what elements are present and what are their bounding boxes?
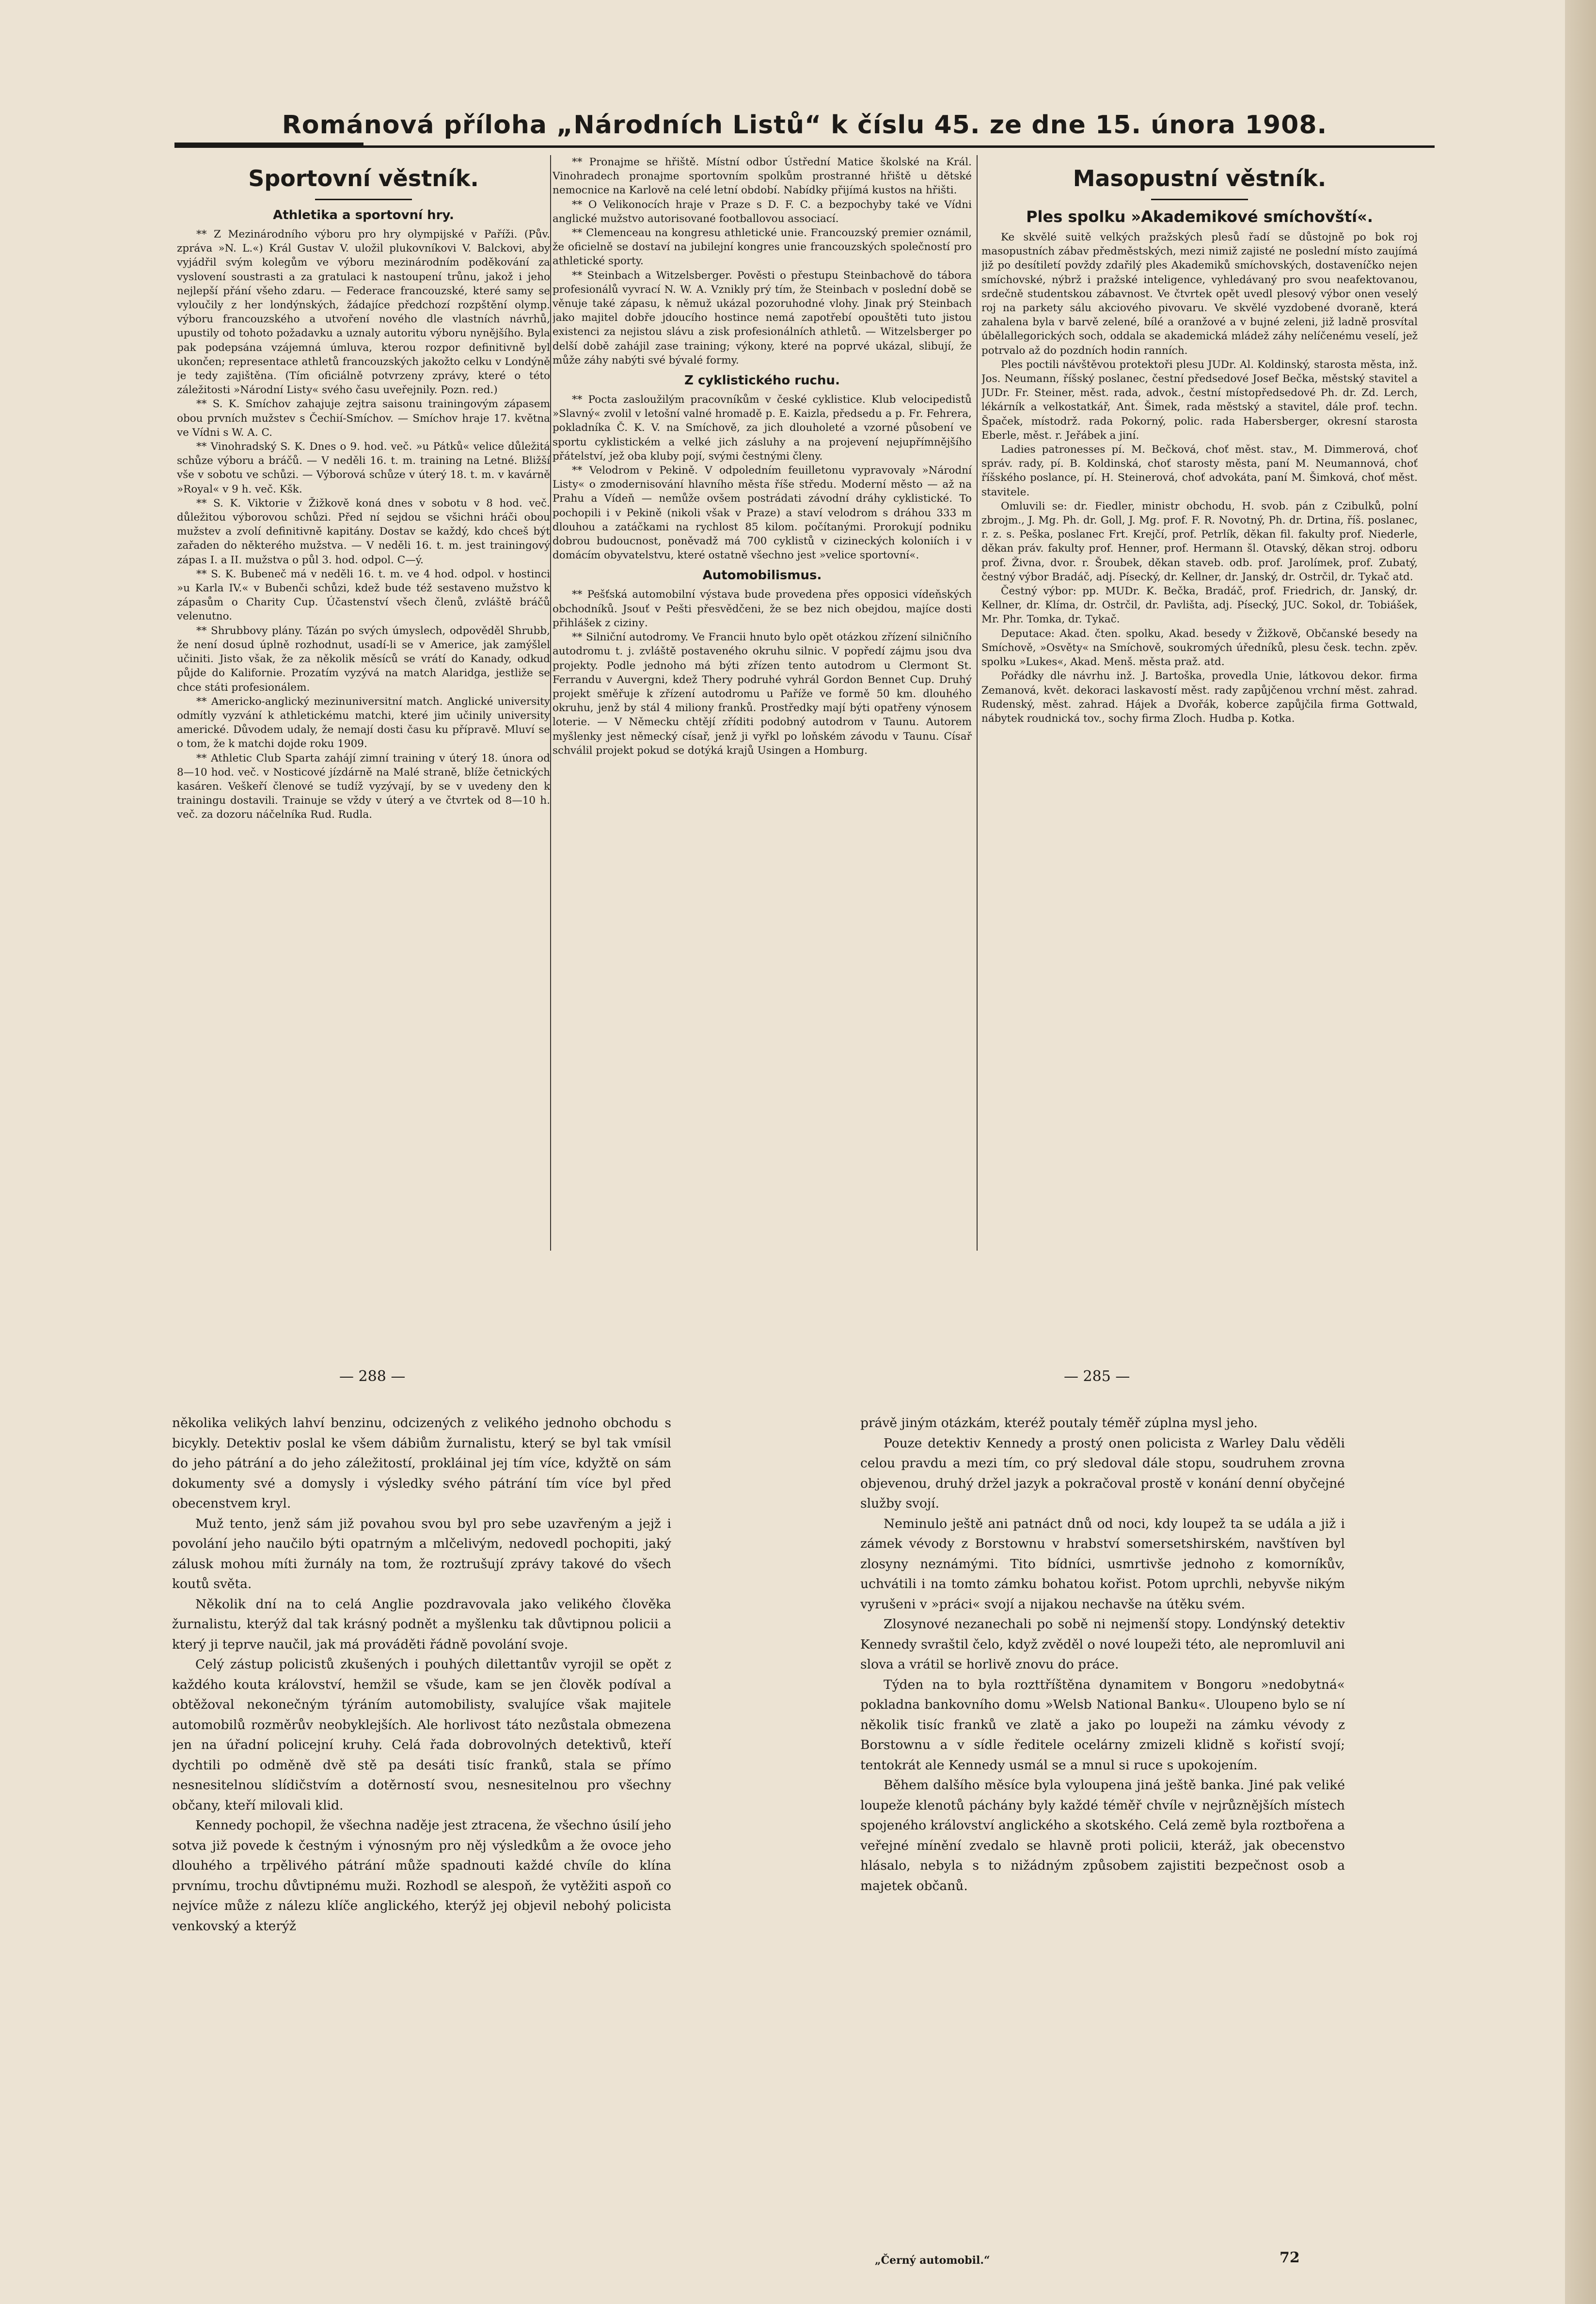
article-paragraph: ** Clemenceau na kongresu athletické unie. Francouzský premier oznámil, že oficielně se dostaví na jubilejní kongres unie francouzských společností pro athletické sporty.	[553, 227, 972, 268]
article-paragraph: ** O Velikonocích hraje v Praze s D. F. C. a bezpochyby také ve Vídni anglické mužstvo autorisované footballovou associací.	[553, 198, 972, 225]
section-title-sport: Sportovní věstník.	[248, 165, 479, 191]
sheet-number: 72	[1280, 2249, 1300, 2266]
section-rule	[315, 199, 412, 200]
novel-page-right	[860, 1413, 1345, 2189]
subsection-title-cycling: Z cyklistického ruchu.	[684, 373, 840, 388]
novel-paragraph: Zlosynové nezanechali po sobě ni nejmenší stopy. Londýnský detektiv Kennedy svraštil čelo, když zvěděl o nové loupeži této, ale nepromluvil ani slova a vrátil se horlivě znovu do práce.	[860, 1617, 1345, 1672]
article-paragraph: Ke skvělé suitě velkých pražských plesů řadí se důstojně po bok roj masopustních zábav předměstských, mezi nimiž zajisté ne poslední místo zaujímá již po desítiletí povždy zdařilý ples Akademiků smíchovských, dostaveníčko nejen smíchovské, nýbrž i pražské inteligence, vyhledávaný pro svou neafektovanou, srdečně studentskou zábavnost. Ve čtvrtek opět uvedl plesový výbor onen veselý roj na parkety sálu akciového pivovaru. Ve skvělé vyzdobené dvoraně, která zahalena byla v barvě zelené, bílé a oranžové a v bujné zeleni, již ladně prosvítal úbělallegorických soch, oddala se akademická mládež záhy nelíčenému veselí, jež potrvalo až do pozdních hodin ranních.	[981, 231, 1418, 357]
novel-paragraph: Několik dní na to celá Anglie pozdravovala jako velikého člověka žurnalistu, kterýž dal tak krásný podnět a myšlenku tak důvtipnou policii a který ji teprve naučil, jak má prováděti řádně povolání svoje.	[172, 1596, 671, 1652]
novel-page-left	[172, 1413, 671, 2256]
article-paragraph: ** Steinbach a Witzelsberger. Pověsti o přestupu Steinbachově do tábora profesionálů vyvrací N. W. A. Vznikly prý tím, že Steinbach v poslední době se věnuje také zápasu, k němuž ukázal pozoruhodné vlohy. Jinak prý Steinbach jako majitel dobře jdoucího hostince nemá zapotřebí opouštěti tuto jistou existenci za nejistou slávu a zisk profesionálních athletů. — Witzelsberger po delší době zahájil zase training; výkony, které na poprvé ukázal, slibují, že může záhy nabýti své bývalé formy.	[553, 269, 972, 366]
article-paragraph: Omluvili se: dr. Fiedler, ministr obchodu, H. svob. pán z Czibulků, polní zbrojm., J. Mg. Ph. dr. Goll, J. Mg. prof. F. R. Novotný, Ph. dr. Drtina, říš. poslanec, r. z. s. Peška, poslanec Frt. Krejčí, prof. Petrlík, děkan fil. fakulty prof. Niederle, děkan práv. fakulty prof. Henner, prof. Hermann šl. Otavský, děkan stroj. odboru prof. Živna, dvor. r. Šroubek, děkan staveb. odb. prof. Jarolímek, prof. Zubatý, čestný výbor Bradáč, adj. Písecký, dr. Kellner, dr. Janský, dr. Ostrčil, dr. Tykač atd.	[981, 500, 1418, 583]
article-paragraph: Deputace: Akad. čten. spolku, Akad. besedy v Žižkově, Občanské besedy na Smíchově, »Osvěty« na Smíchově, soukromých úředníků, plesu česk. techn. zpěv. spolku »Lukes«, Akad. Menš. města praž. atd.	[981, 627, 1418, 668]
masthead: Románová příloha „Národních Listů“ k číslu 45. ze dne 15. února 1908.	[282, 111, 1327, 140]
column-divider-2	[977, 155, 978, 1251]
column-sport	[177, 155, 550, 1367]
column-divider-1	[550, 155, 551, 1251]
article-paragraph: ** Shrubbovy plány. Tázán po svých úmyslech, odpověděl Shrubb, že není dosud úplně rozhodnut, usadí-li se v Americe, jak zamýšlel učiniti. Jisto však, že za několik měsíců se vrátí do Kanady, odkud půjde do Kalifornie. Prozatím vyzývá na match Alaridga, jestliže se chce státi profesionálem.	[177, 624, 550, 694]
article-paragraph: ** Pešťská automobilní výstava bude provedena přes opposici vídeňských obchodníků. Jsouť v Pešti přesvědčeni, že se bez nich obejdou, majíce dosti přihlášek z cizinу.	[553, 588, 972, 629]
article-paragraph: ** Vinohradský S. K. Dnes o 9. hod. več. »u Pátků« velice důležitá schůze výboru a bráčů. — V neděli 16. t. m. training na Letné. Bližší vše v sobotu ve schůzi. — Výborová schůze v úterý 18. t. m. v kavárně »Royal« v 9 h. več. Kšk.	[177, 441, 550, 495]
page-number-right: — 285 —	[1064, 1368, 1130, 1385]
masthead-rule	[174, 145, 1435, 148]
article-paragraph: ** Silniční autodromy. Ve Francii hnuto bylo opět otázkou zřízení silničního autodromu t. j. zvláště postaveného okruhu silnic. V popředí zájmu jsou dva projekty. Podle jednoho má býti zřízen tento autodrom u Clermont St. Ferrandu v Auvergni, kdež Thery podruhé vyhrál Gordon Bennet Cup. Druhý projekt směřuje k zřízení autodromu u Paříže ve formě 50 km. dlouhého okruhu, jenž by stál 4 miliony franků. Prostředky mají býti opatřeny výnosem loterie. — V Německu chtějí zříditi podobný autodrom v Taunu. Autorem myšlenky jest německý císař, jenž ji vyřkl po loňském závodu v Taunu. Císař schválil projekt pokud se dotýká krajů Usingen a Homburg.	[553, 631, 972, 757]
novel-paragraph: Během dalšího měsíce byla vyloupena jiná ještě banka. Jiné pak veliké loupeže klenotů páchány byly každé téměř chvíle v nejrůznějších místech spojeného království anglického a skotského. Celá země byla roztbořena a veřejné mínění zvedalo se hlavně proti policii, kteráž, jak obecenstvo hlásalo, nebyla s to nižádným způsobem zajistiti bezpečnost osob a majetek občanů.	[860, 1778, 1345, 1893]
article-paragraph: ** Americko-anglický mezinuniversitní match. Anglické university odmítly vyzvání k athletickému matchi, které jim učinily university americké. Důvodem udaly, že nemají dosti času ku přípravě. Mluví se o tom, že k matchi dojde roku 1909.	[177, 695, 550, 750]
novel-paragraph: několika velikých lahví benzinu, odcizených z velikého jednoho obchodu s bicykly. Detektiv poslal ke všem dábiům žurnalistu, který se byl tak vmísil do jeho pátrání a do jeho záležitostí, prokláinal jej tím více, kdyžtě on sám dokumenty své a domysly i výsledky svého pátrání tím více byl před obecenstvem kryl.	[172, 1415, 671, 1511]
subsection-title-automobilism: Automobilismus.	[702, 568, 822, 583]
novel-paragraph: Kennedy pochopil, že všechna naděje jest ztracena, že všechno úsilí jeho sotva již povede k čestným i výnosným pro něj výsledkům a že ovoce jeho dlouhého a trpělivého pátrání může spadnouti každé chvíle do klína prvnímu, trochu důvtipnému muži. Rozhodl se alespoň, že vytěžiti aspoň co nejvíce může z nálezu klíče anglického, kterýž jej objevil nebohý policista venkovský a kterýž	[172, 1818, 671, 1934]
subsection-title-ball: Ples spolku »Akademikové smíchovští«.	[1026, 207, 1373, 226]
novel-paragraph: Pouze detektiv Kennedy a prostý onen policista z Warley Dalu věděli celou pravdu a mezi tím, co prý sledoval dále stopu, soudruhem zrovna objevenou, druhý držel jazyk a pokračoval prostě v konání denní obyčejné služby svojí.	[860, 1435, 1345, 1511]
column-carnival	[981, 155, 1418, 1367]
article-paragraph: ** Athletic Club Sparta zahájí zimní training v úterý 18. února od 8—10 hod. več. v Nosticové jízdárně na Malé straně, blíže četnických kasáren. Veškeří členové se tudíž vyzývají, by se v uvedeny den k trainingu dostavili. Trainuje se vždy v úterý a ve čtvrtek od 8—10 h. več. za dozoru náčelníka Rud. Rudla.	[177, 752, 550, 821]
article-paragraph: ** Pocta zasloužilým pracovníkům v české cyklistice. Klub velocipedistů »Slavný« zvolil v letošní valné hromadě p. E. Kaizla, předsedu a p. Fr. Fehrera, pokladníka Č. K. V. na Smíchově, za jich dlouholeté a vzorné působení ve sportu cyklistickém a velké jich zásluhy a na projevení nejupřímnějšího přátelství, jež oba kluby pojí, svými čestnými členy.	[553, 394, 972, 462]
page-number-left: — 288 —	[339, 1368, 406, 1385]
binding-edge	[1565, 0, 1596, 2304]
subsection-title-athletics: Athletika a sportovní hry.	[273, 208, 454, 222]
article-paragraph: Čestný výbor: pp. MUDr. K. Bečka, Bradáč, prof. Friedrich, dr. Janský, dr. Kellner, dr. Klíma, dr. Ostrčil, dr. Pavlišta, adj. Písecký, JUC. Sokol, dr. Tobiášek, Mr. Phr. Tomka, dr. Tykač.	[981, 585, 1418, 626]
novel-paragraph: Celý zástup policistů zkušených i pouhých dilettantův vyrojil se opět z každého kouta království, hemžil se všude, kam se jen člověk podíval a obtěžoval nekonečným týráním automobilisty, svalujíce však majitele automobilů rozměrův neobyklejších. Ale horlivost táto nezůstala obmezena jen na úřadní policejní kruhy. Celá řada dobrovolných detektivů, kteří dychtili po odměně dvě stě pa desáti tisíc franků, stala se přímo nesnesitelnou slídičstvím a dotěrností svou, nesnesitelnou pro všechny občany, kteří milovali klid.	[172, 1657, 671, 1813]
article-paragraph: ** S. K. Smíchov zahajuje zejtra saisonu trainingovým zápasem obou prvních mužstev s Čechií-Smíchov. — Smíchov hraje 17. května ve Vídni s W. A. C.	[177, 398, 550, 439]
article-paragraph: Ples poctili návštěvou protektoři plesu JUDr. Al. Koldinský, starosta města, inž. Jos. Neumann, říšský poslanec, čestní předsedové Josef Bečka, městský stavitel a JUDr. Fr. Steiner, měst. rada, advok., čestní místopředsedové Ph. dr. Zd. Lerch, lékárník a velkostatkář, Ant. Šimek, rada městský a stavitel, dále prof. techn. Špaček, místodrž. rada Pokorný, polic. rada Habersberger, okresní starosta Eberle, měst. r. Jeřábek a jiní.	[981, 358, 1418, 442]
novel-paragraph: právě jiným otázkám, kteréž poutaly téměř zúplna mysl jeho.	[860, 1415, 1258, 1430]
article-paragraph: ** S. K. Viktorie v Žižkově koná dnes v sobotu v 8 hod. več. důležitou výborovou schůzi. Před ní sejdou se všichni hráči obou mužstev a zvolí definitivně kapitány. Dostav se každý, kdo chceš být zařaden do některého mužstva. — V neděli 16. t. m. jest trainingový zápas I. a II. mužstva o půl 3. hod. odpol. C—ý.	[177, 497, 550, 566]
article-paragraph: Pořádky dle návrhu inž. J. Bartoška, provedla Unie, látkovou dekor. firma Zemanová, květ. dekoraci laskavostí měst. rady zapůjčenou vrchní měst. zahrad. Rudenský, měst. zahrad. Hájek a Dvořák, kobercе zapůjčila firma Gottwald, nábytek roudnická tov., sochy firma Zloch. Hudba p. Kotka.	[981, 670, 1418, 725]
article-paragraph: Ladies patronesses pí. M. Bečková, choť měst. stav., M. Dimmerová, choť správ. rady, pí. B. Koldinská, choť starosty města, paní M. Neumannová, choť říšského poslance, pí. H. Steinerová, choť advokáta, paní M. Šimková, choť měst. stavitele.	[981, 444, 1418, 498]
novel-paragraph: Neminulo ještě ani patnáct dnů od noci, kdy loupež ta se udála a již i zámek vévody z Borstownu v hrabství somersetshirském, navštíven byl zlosyny neznámými. Tito bídníci, usmrtivše jednoho z komorníkův, uchvátili i na tomto zámku bohatou kořist. Potom uprchli, nebyvše nikým vyrušeni v »práci« svojí a nijakou nechavše na útěku svém.	[860, 1516, 1345, 1612]
column-sport-continued	[553, 155, 972, 1367]
section-title-carnival: Masopustní věstník.	[1073, 165, 1327, 191]
novel-paragraph: Muž tento, jenž sám již povahou svou byl pro sebe uzavřeným a jejž i povolání jeho naučilo býti opatrným a mlčelivým, nedovedl pochopiti, jaký zálusk mohou míti žurnály na tom, že roztrušují zprávy takové do všech koutů světa.	[172, 1516, 671, 1591]
article-paragraph: ** S. K. Bubeneč má v neděli 16. t. m. ve 4 hod. odpol. v hostinci »u Karla IV.« v Bubenči schůzi, kdež bude též sestaveno mužstvo k zápasům o Charity Cup. Účastenství všech členů, zvláště bráčů velenutno.	[177, 568, 550, 623]
article-paragraph: ** Velodrom v Pekině. V odpoledním feuilletonu vypravovaly »Národní Listy« o zmodernisování hlavního města říše středu. Moderní město — až na Prahu a Vídeň — nemůže ovšem postrádati závodní dráhy cyklistické. To pochopili i v Pekině (nikoli však v Praze) a staví velodrom s dráhou 333 m dlouhou a zatáčkami na rychlost 85 kilom. počítanými. Prorokují podniku dobrou budoucnost, poněvadž má 700 cyklistů v cizineckých koloniích i v domácím obyvatelstvu, které ostatně všechno jest »velice sportovní«.	[553, 464, 972, 562]
section-rule	[1151, 199, 1248, 200]
article-paragraph: ** Z Mezinárodního výboru pro hry olympijské v Paříži. (Pův. zpráva »N. L.«) Král Gustav V. uložil plukovníkovi V. Balckovi, aby vyjádřil svým kolegům ve výboru mezinárodním poděkování za vyslovení soustrasti a za gratulaci k nastoupení trůnu, jakož i jeho nejlepší přání všeho zdaru. — Federace francouzské, které samy se vyloučily z her londýnských, žádajíce předchozí rozpštění olymp. výboru francouzského a utvoření nového dle vlastních návrhů, upustily od tohoto požadavku a uznaly autoritu výboru nynějšího. Byla pak podepsána vzájemná úmluva, kterou rozpor definitivně byl ukončen; representace athletů francouzských jakožto celku v Londýně je tedy zajištěna. (Tím oficiálně potvrzeny zprávy, které o této záležitosti »Národní Listy« svého času uveřejnily. Pozn. red.)	[177, 228, 550, 397]
article-paragraph: ** Pronajme se hřiště. Místní odbor Ústřední Matice školské na Král. Vinohradech pronajme sportovním spolkům prostranné hřiště u dětské nemocnice na Karlově na celé letní období. Nabídky přijímá kustos na hřišti.	[553, 156, 972, 197]
novel-paragraph: Týden na to byla rozttříštěna dynamitem v Bongoru »nedobytná« pokladna bankovního domu »Welsb National Banku«. Uloupeno bylo se ní několik tisíc franků ve zlatě a jako po loupeži na zámku vévody z Borstownu a v sídle ředitele ocelárny zmizeli klidně s kořistí svojí; tentokrát ale Kennedy usmál se a mnul si ruce s upokojením.	[860, 1677, 1345, 1773]
novel-title-footer: „Černý automobil.“	[875, 2254, 990, 2267]
